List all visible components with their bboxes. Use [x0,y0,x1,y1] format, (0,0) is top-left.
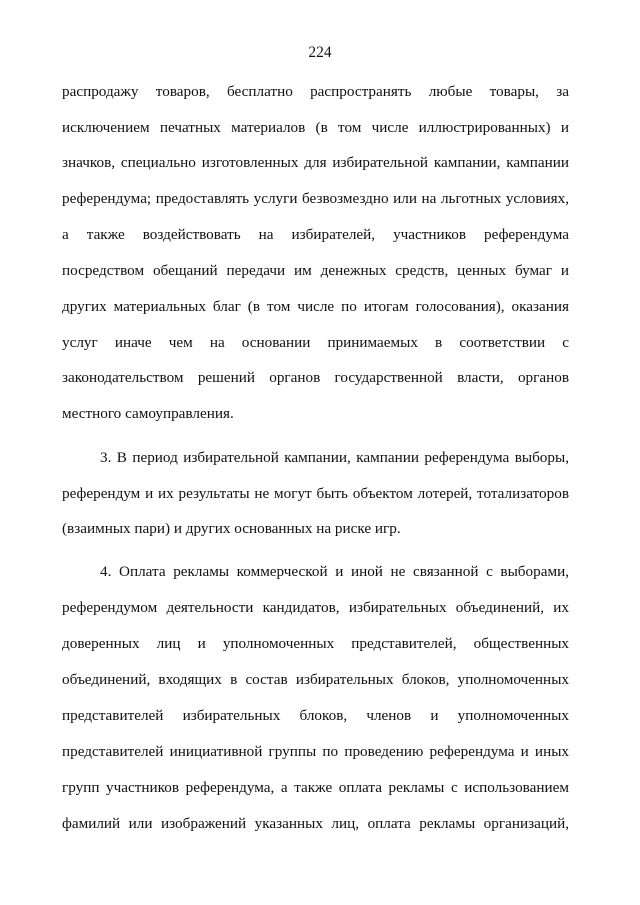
text-line: фамилий или изображений указанных лиц, оплата рекламы организаций, [62,815,569,832]
text-line: 3. В период избирательной кампании, кампании референдума выборы, [100,449,569,466]
text-line: представителей избирательных блоков, членов и уполномоченных [62,707,569,724]
text-line: распродажу товаров, бесплатно распространять любые товары, за [62,83,569,100]
text-line: доверенных лиц и уполномоченных представителей, общественных [62,635,569,652]
text-line: местного самоуправления. [62,405,234,422]
text-line: групп участников референдума, а также оплата рекламы с использованием [62,779,569,796]
page-number: 224 [308,44,332,61]
text-line: представителей инициативной группы по проведению референдума и иных [62,743,569,760]
text-line: исключением печатных материалов (в том числе иллюстрированных) и [62,119,569,136]
text-line: других материальных благ (в том числе по итогам голосования), оказания [62,298,569,315]
text-line: значков, специально изготовленных для избирательной кампании, кампании [62,154,569,171]
text-line: референдума; предоставлять услуги безвозмездно или на льготных условиях, [62,190,569,207]
text-line: референдум и их результаты не могут быть объектом лотерей, тотализаторов [62,485,569,502]
text-line: 4. Оплата рекламы коммерческой и иной не связанной с выборами, [100,563,569,580]
text-line: референдумом деятельности кандидатов, избирательных объединений, их [62,599,569,616]
text-line: объединений, входящих в состав избирательных блоков, уполномоченных [62,671,569,688]
text-line: законодательством решений органов государственной власти, органов [62,369,569,386]
text-line: услуг иначе чем на основании принимаемых в соответствии с [62,334,569,351]
text-line: а также воздействовать на избирателей, участников референдума [62,226,569,243]
text-line: (взаимных пари) и других основанных на риске игр. [62,520,401,537]
text-line: посредством обещаний передачи им денежных средств, ценных бумаг и [62,262,569,279]
